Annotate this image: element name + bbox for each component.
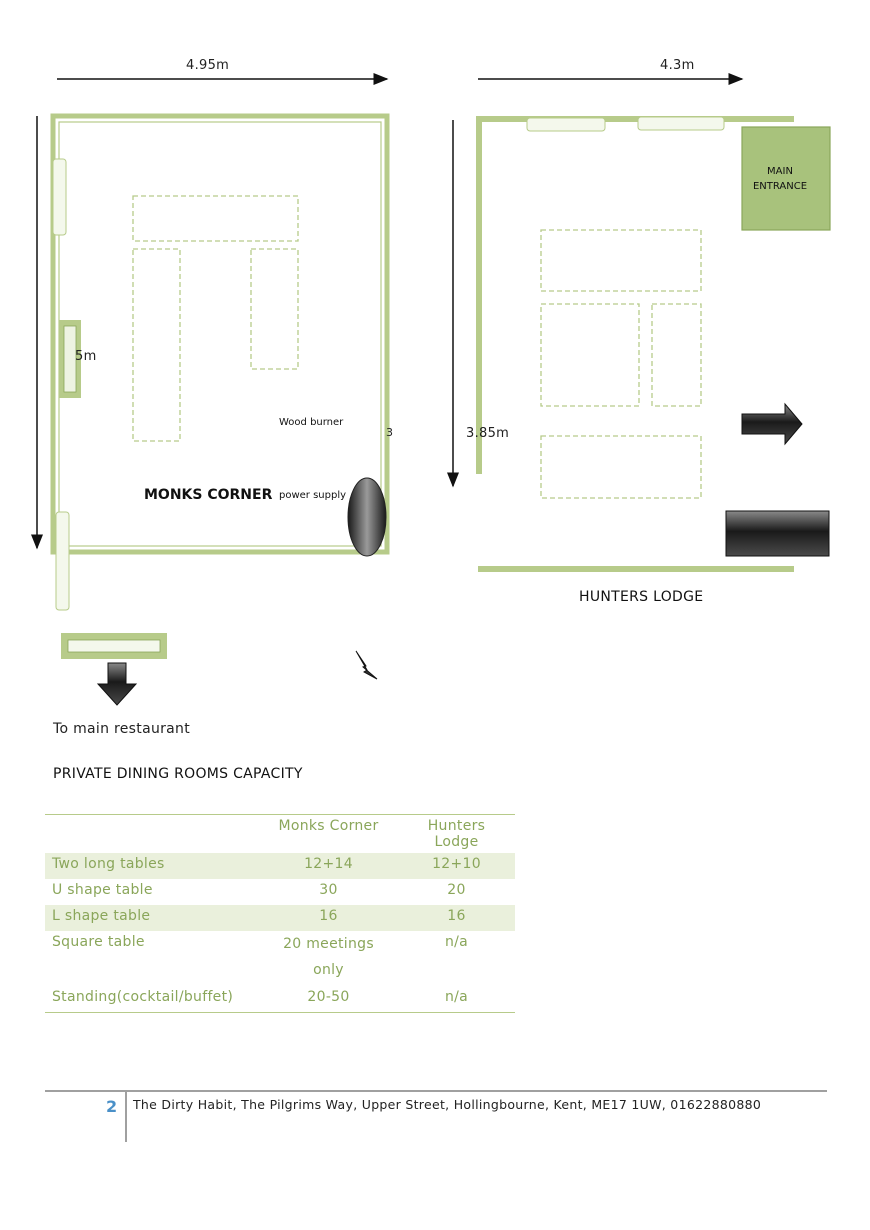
footer-rule [45,1090,827,1092]
monks-window-left [53,159,66,235]
hunters-table-layout [541,230,701,498]
monks-table-left [133,249,180,441]
table-row [45,931,515,986]
hunters-lodge-title: HUNTERS LODGE [579,589,704,605]
capacity-table [45,814,515,1013]
hunters-width-label: 4.3m [660,58,695,73]
lightning-icon [356,651,377,679]
table-cell: n/a [444,934,469,950]
table-cell: U shape table [52,882,153,898]
monks-table-right [251,249,298,369]
down-arrow-icon [98,663,136,705]
monks-door-left [56,512,69,610]
table-row [45,986,515,1013]
table-cell: Square table [52,934,145,950]
table-cell: 12+10 [398,853,515,879]
capacity-title: PRIVATE DINING ROOMS CAPACITY [53,766,303,782]
page-number: 2 [106,1097,118,1116]
table-cell: 16 [259,905,398,931]
header-cell: Monks Corner [259,815,398,854]
hunters-bottom-wall [478,566,794,572]
hunters-height-label: 3.85m [466,426,510,441]
table-header-row [45,815,515,854]
table-cell: 12+14 [259,853,398,879]
hunters-window-1 [527,118,605,131]
monks-height-label: 5m [75,349,97,364]
table-cell: 20-50 [259,986,398,1013]
footer-divider [125,1092,127,1142]
hunters-table-bottom [541,436,701,498]
hunters-top-wall [478,116,794,122]
wood-burner-label: Wood burner [279,417,344,428]
footer-address: The Dirty Habit, The Pilgrims Way, Upper Street, Hollingbourne, Kent, ME17 1UW, 01622880880 [133,1097,762,1112]
hunters-window-2 [638,117,724,130]
capacity-table-wrap [45,814,515,1013]
monks-stub-label: 3 [386,426,394,439]
hunters-table-right [652,304,701,406]
table-cell: Standing(cocktail/buffet) [45,986,259,1013]
monks-table-layout [133,196,298,441]
monks-width-label: 4.95m [186,58,230,73]
to-main-restaurant-label: To main restaurant [53,721,191,737]
header-cell: Hunters Lodge [398,815,515,854]
table-cell: Two long tables [45,853,259,879]
table-cell: 20 [447,882,466,898]
monks-table-top [133,196,298,241]
dark-bar [726,511,829,556]
table-row [45,905,515,931]
header-cell [45,815,259,854]
table-row [45,853,515,879]
hunters-table-top [541,230,701,291]
main-entrance-label: MAIN ENTRANCE [752,166,808,192]
hunters-left-wall [476,116,482,474]
monks-corner-title: MONKS CORNER [144,487,273,503]
power-supply-oval [348,478,386,556]
table-cell: n/a [398,986,515,1013]
table-cell: L shape table [45,905,259,931]
table-row [45,879,515,905]
table-cell: 16 [398,905,515,931]
table-cell: 20 meetings only [283,936,374,978]
power-supply-label: power supply [279,490,347,501]
exit-arrow-icon [742,404,802,444]
hunters-table-square [541,304,639,406]
table-cell: 30 [319,882,338,898]
